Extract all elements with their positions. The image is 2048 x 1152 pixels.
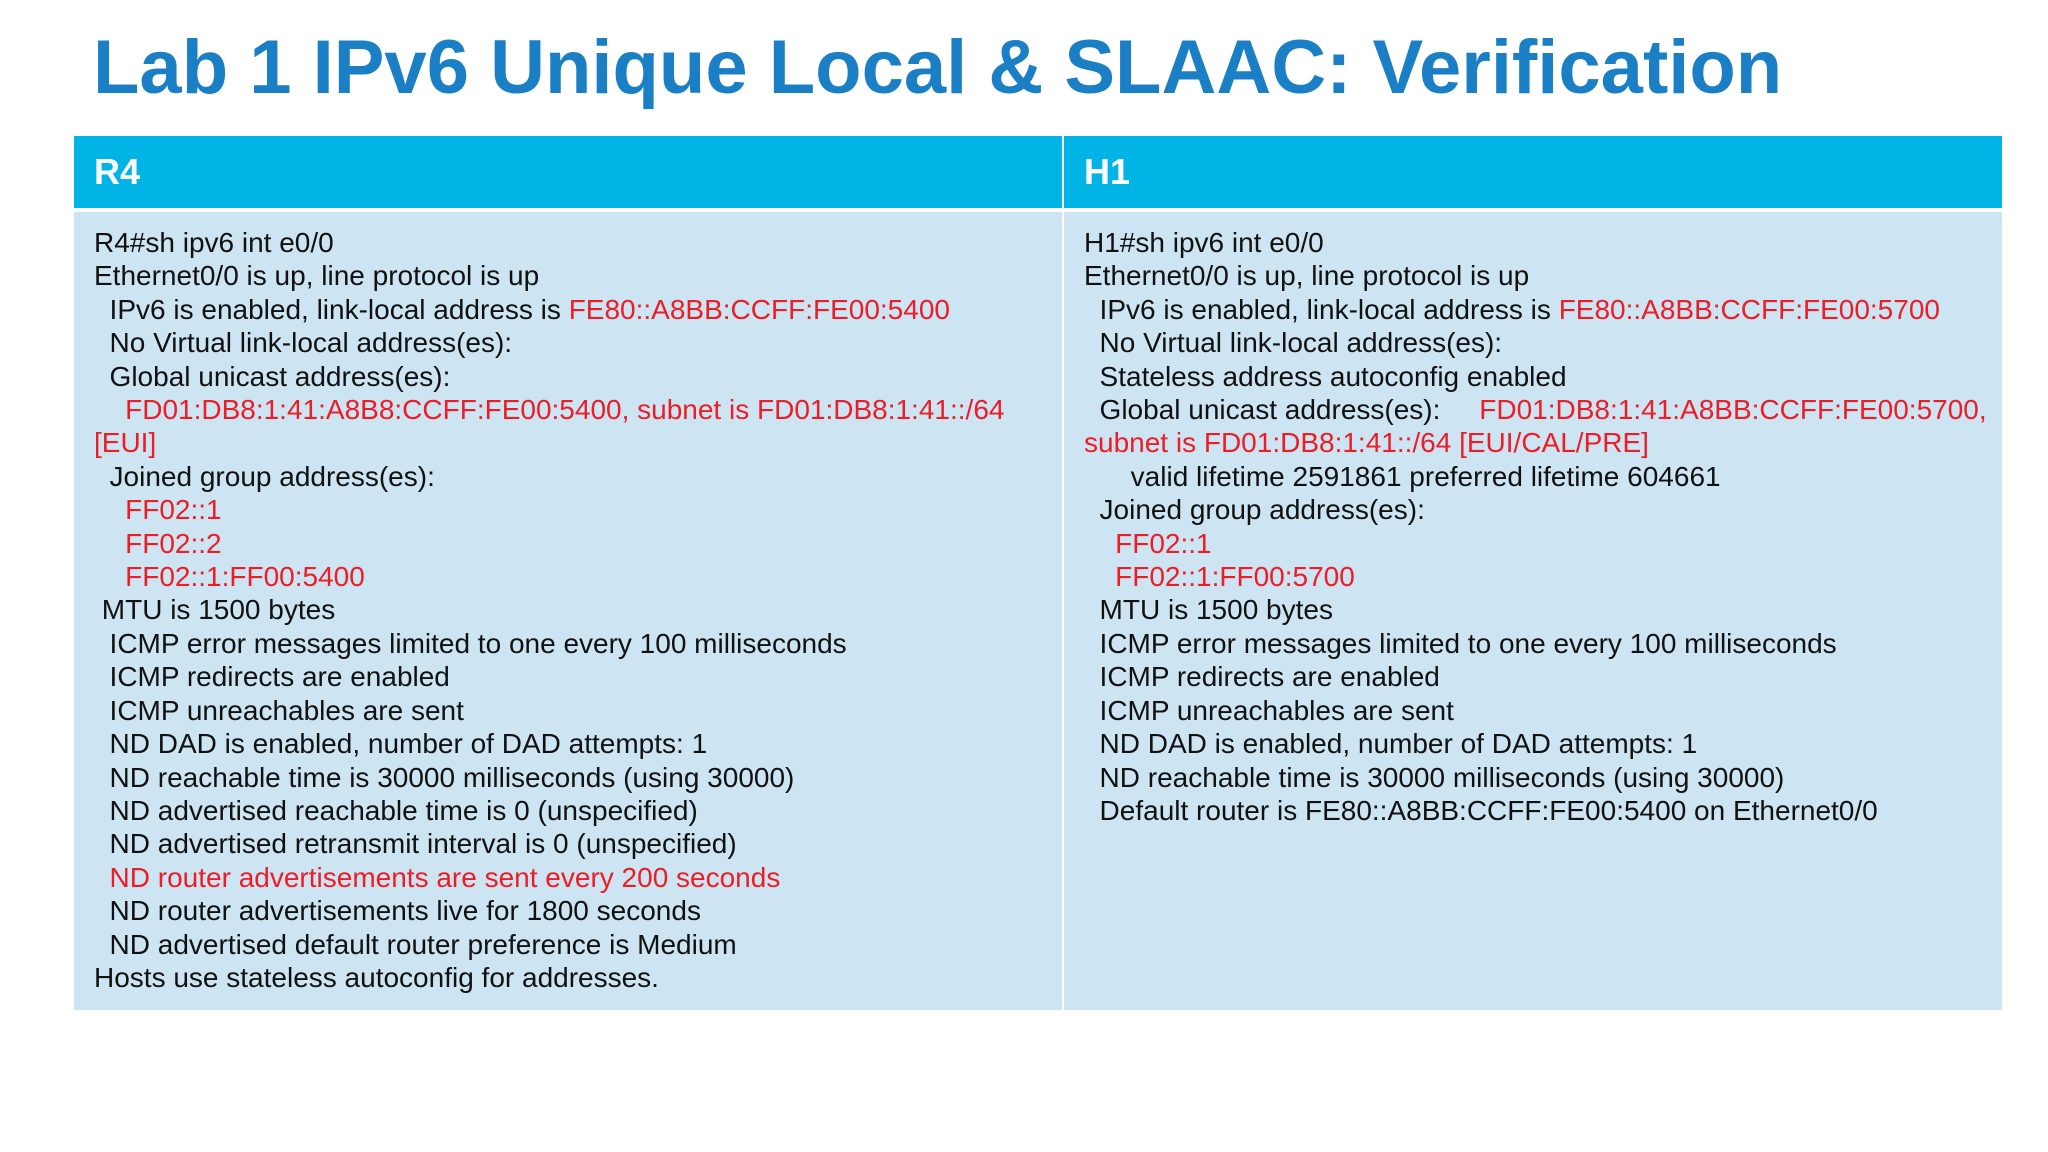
output-line <box>1084 627 2002 660</box>
output-line <box>1084 593 2002 626</box>
output-line <box>1084 794 2002 827</box>
highlighted-text: FE80::A8BB:CCFF:FE00:5400 <box>568 293 950 325</box>
output-line <box>1084 694 2002 727</box>
output-line <box>94 259 1062 292</box>
output-text: No Virtual link-local address(es): <box>94 327 513 359</box>
highlighted-text: ND router advertisements are sent every 200 seconds <box>94 861 781 893</box>
output-line <box>94 761 1062 794</box>
output-line <box>94 293 1062 326</box>
output-text: Global unicast address(es): <box>1084 394 1480 426</box>
output-line <box>1084 660 2002 693</box>
output-text: Joined group address(es): <box>1084 494 1425 526</box>
output-text: IPv6 is enabled, link-local address is <box>94 293 569 325</box>
output-text: H1#sh ipv6 int e0/0 <box>1084 227 1324 258</box>
output-text: MTU is 1500 bytes <box>1084 594 1333 626</box>
output-line <box>94 393 1062 426</box>
output-line <box>1084 259 2002 292</box>
output-text: R4#sh ipv6 int e0/0 <box>94 227 334 258</box>
output-line <box>1084 393 2002 426</box>
output-line <box>1084 226 2002 259</box>
output-line <box>94 861 1062 894</box>
output-line <box>94 827 1062 860</box>
output-text: Stateless address autoconfig enabled <box>1084 360 1567 392</box>
r4-output-cell <box>74 212 1062 1010</box>
output-text: ICMP unreachables are sent <box>1084 694 1454 726</box>
output-line <box>1084 460 2002 493</box>
highlighted-text: FD01:DB8:1:41:A8BB:CCFF:FE00:5700, <box>1479 394 1987 426</box>
highlighted-text: FF02::1 <box>1084 527 1212 559</box>
output-line <box>1084 426 2002 459</box>
output-text: Default router is FE80::A8BB:CCFF:FE00:5400 on Ethernet0/0 <box>1084 794 1878 826</box>
output-line <box>1084 527 2002 560</box>
output-line <box>94 226 1062 259</box>
header-r4: R4 <box>74 136 1062 208</box>
output-line <box>94 493 1062 526</box>
output-text: ICMP redirects are enabled <box>94 661 450 693</box>
output-text: IPv6 is enabled, link-local address is <box>1084 293 1559 325</box>
output-line <box>94 727 1062 760</box>
output-line <box>94 460 1062 493</box>
output-comparison-table <box>74 136 2002 1008</box>
output-line <box>1084 293 2002 326</box>
output-line <box>94 961 1062 994</box>
output-line <box>94 794 1062 827</box>
output-text: Ethernet0/0 is up, line protocol is up <box>1084 260 1530 292</box>
output-line <box>1084 326 2002 359</box>
highlighted-text: FE80::A8BB:CCFF:FE00:5700 <box>1558 293 1940 325</box>
output-line <box>94 326 1062 359</box>
output-line <box>94 360 1062 393</box>
highlighted-text: FF02::1:FF00:5400 <box>94 561 365 593</box>
output-text: ND advertised default router preference is Medium <box>94 928 737 960</box>
output-text: ND advertised reachable time is 0 (unspecified) <box>94 794 698 826</box>
highlighted-text: FD01:DB8:1:41:A8B8:CCFF:FE00:5400, subnet is FD01:DB8:1:41::/64 <box>94 394 1005 426</box>
output-text: ND advertised retransmit interval is 0 (unspecified) <box>94 828 737 860</box>
output-line <box>94 593 1062 626</box>
output-line <box>94 426 1062 459</box>
output-text: ND router advertisements live for 1800 seconds <box>94 895 701 927</box>
header-h1: H1 <box>1064 136 2002 208</box>
output-line <box>94 627 1062 660</box>
output-text: MTU is 1500 bytes <box>94 594 336 626</box>
output-text: Global unicast address(es): <box>94 360 451 392</box>
output-text: Ethernet0/0 is up, line protocol is up <box>94 260 540 292</box>
highlighted-text: FF02::1:FF00:5700 <box>1084 561 1355 593</box>
h1-output-cell <box>1064 212 2002 1010</box>
output-text: valid lifetime 2591861 preferred lifetime 604661 <box>1084 460 1721 492</box>
highlighted-text: FF02::1 <box>94 494 222 526</box>
output-line <box>94 928 1062 961</box>
output-line <box>94 660 1062 693</box>
output-text: ND DAD is enabled, number of DAD attempts: 1 <box>94 728 708 760</box>
output-line <box>1084 761 2002 794</box>
output-text: ICMP error messages limited to one every 100 milliseconds <box>1084 627 1837 659</box>
output-line <box>94 894 1062 927</box>
output-text: ICMP unreachables are sent <box>94 694 464 726</box>
output-text: Joined group address(es): <box>94 460 435 492</box>
highlighted-text: [EUI] <box>94 427 157 459</box>
output-text: ICMP error messages limited to one every 100 milliseconds <box>94 627 847 659</box>
highlighted-text: subnet is FD01:DB8:1:41::/64 [EUI/CAL/PRE] <box>1084 427 1649 459</box>
output-text: ICMP redirects are enabled <box>1084 661 1440 693</box>
output-line <box>94 527 1062 560</box>
highlighted-text: FF02::2 <box>94 527 222 559</box>
output-line <box>94 694 1062 727</box>
output-text: ND reachable time is 30000 milliseconds (using 30000) <box>1084 761 1785 793</box>
output-line <box>94 560 1062 593</box>
output-line <box>1084 560 2002 593</box>
output-text: ND reachable time is 30000 milliseconds (using 30000) <box>94 761 795 793</box>
output-text: Hosts use stateless autoconfig for addresses. <box>94 961 659 993</box>
output-line <box>1084 727 2002 760</box>
output-line <box>1084 493 2002 526</box>
output-text: No Virtual link-local address(es): <box>1084 327 1503 359</box>
output-text: ND DAD is enabled, number of DAD attempts: 1 <box>1084 728 1698 760</box>
output-line <box>1084 360 2002 393</box>
slide-title: Lab 1 IPv6 Unique Local & SLAAC: Verification <box>93 25 1783 110</box>
